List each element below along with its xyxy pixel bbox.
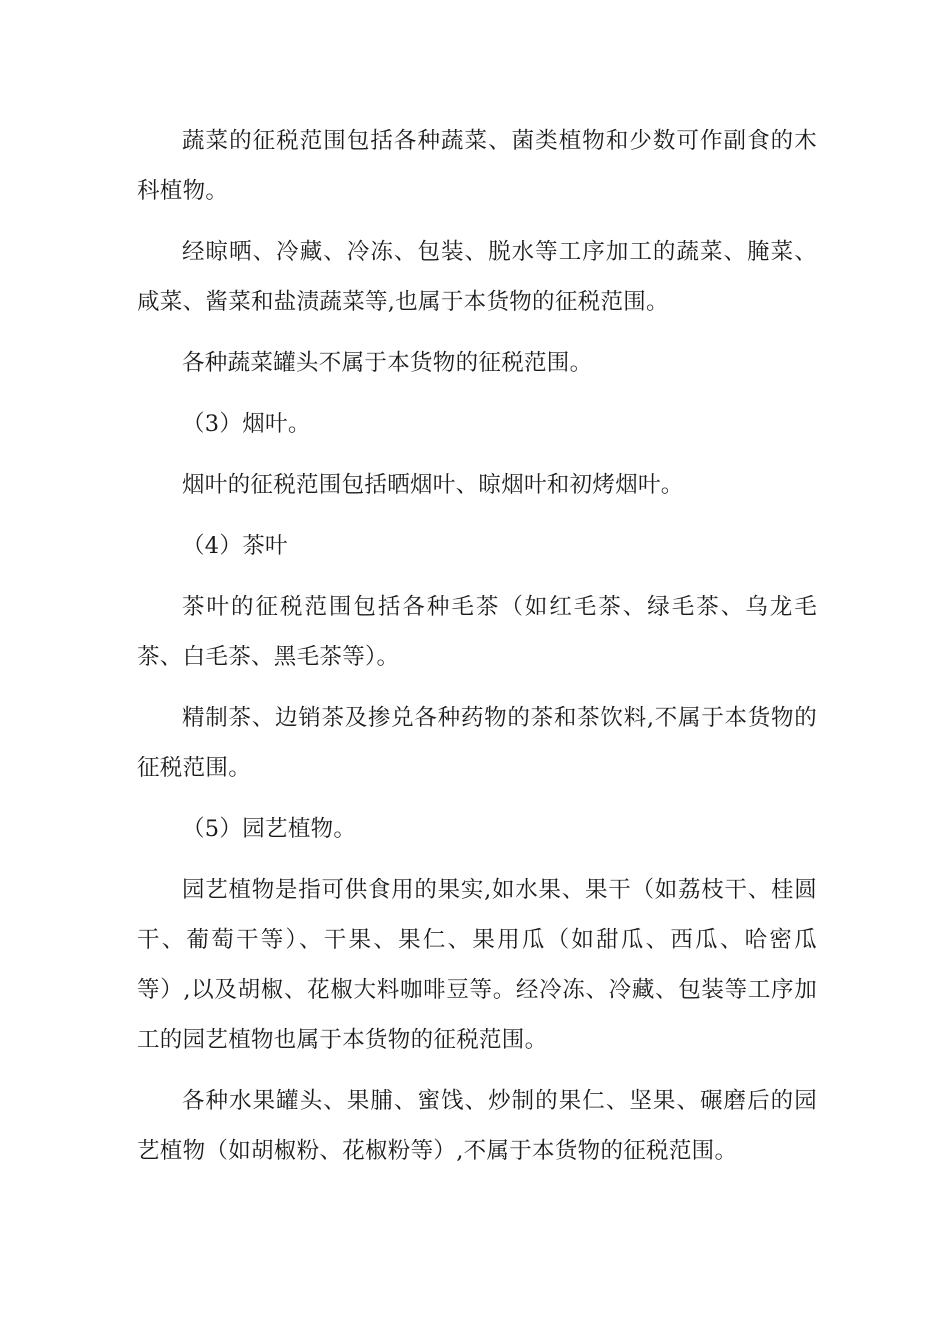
- paragraph-fruit-cans: 各种水果罐头、果脯、蜜饯、炒制的果仁、坚果、碾磨后的园艺植物（如胡椒粉、花椒粉等）,不属于本货物的征税范围。: [137, 1088, 817, 1164]
- paragraph-horticulture-scope: 园艺植物是指可供食用的果实,如水果、果干（如荔枝干、桂圆干、葡萄干等）、干果、果仁、果用瓜（如甜瓜、西瓜、哈密瓜等）,以及胡椒、花椒大料咖啡豆等。经冷冻、冷藏、包装等工序加工的园艺植物也属于本货物的征税范围。: [137, 877, 817, 1053]
- section-heading-tea: （4）茶叶: [182, 533, 288, 559]
- paragraph-vegetables-scope: 蔬菜的征税范围包括各种蔬菜、菌类植物和少数可作副食的木科植物。: [137, 128, 817, 204]
- section-heading-horticulture: （5）园艺植物。: [182, 816, 357, 842]
- document-body: [137, 116, 817, 1187]
- paragraph-processed-vegetables: 经晾晒、冷藏、冷冻、包装、脱水等工序加工的蔬菜、腌菜、咸菜、酱菜和盐渍蔬菜等,也属于本货物的征税范围。: [137, 239, 817, 315]
- paragraph-tobacco-scope: 烟叶的征税范围包括晒烟叶、晾烟叶和初烤烟叶。: [182, 472, 684, 498]
- paragraph-tea-scope: 茶叶的征税范围包括各种毛茶（如红毛茶、绿毛茶、乌龙毛茶、白毛茶、黑毛茶等）。: [137, 594, 817, 670]
- section-heading-tobacco: （3）烟叶。: [182, 411, 311, 437]
- paragraph-vegetable-cans: 各种蔬菜罐头不属于本货物的征税范围。: [182, 350, 593, 376]
- paragraph-refined-tea: 精制茶、边销茶及掺兑各种药物的茶和茶饮料,不属于本货物的征税范围。: [137, 705, 817, 781]
